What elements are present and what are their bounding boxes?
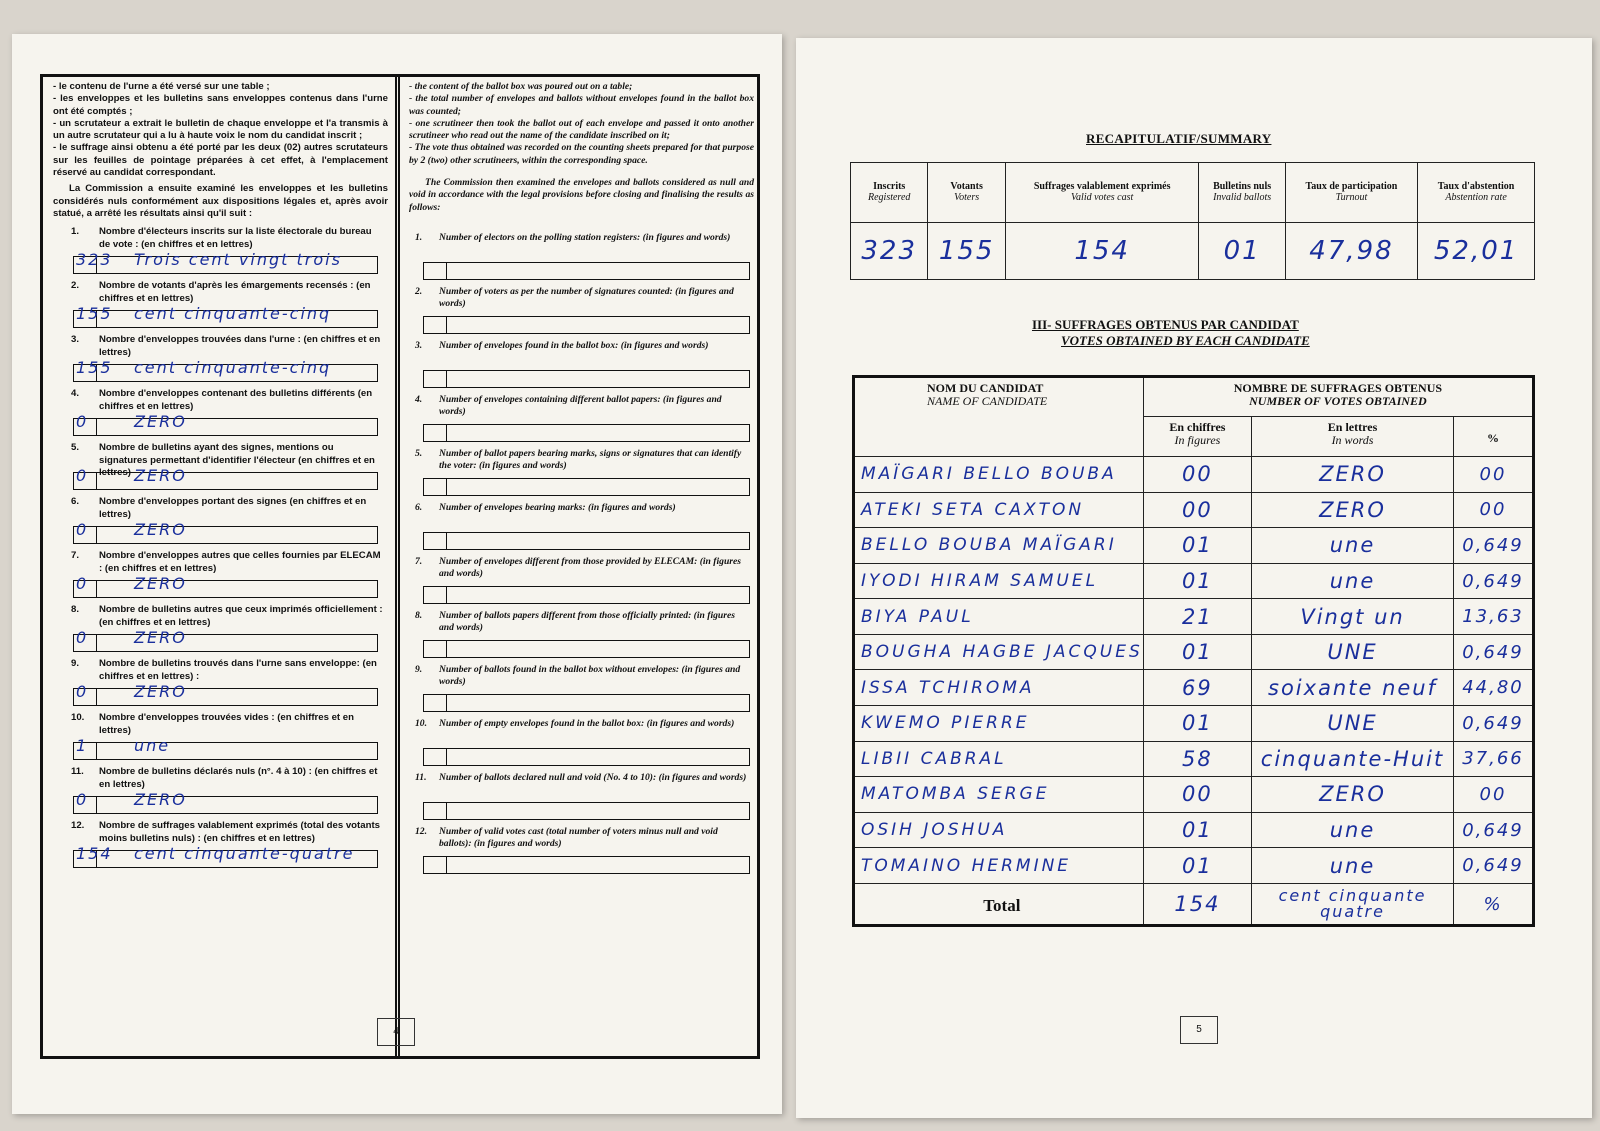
answer-box-divider <box>446 479 447 495</box>
candidate-words: ZERO <box>1252 777 1454 813</box>
candidate-words: ZERO <box>1252 492 1454 528</box>
candidate-name: ATEKI SETA CAXTON <box>854 492 1144 528</box>
english-item <box>409 448 754 502</box>
item-question: Number of empty envelopes found in the ballot box: (in figures and words) <box>439 717 735 729</box>
candidate-name: BIYA PAUL <box>854 599 1144 635</box>
figures-header <box>1143 417 1251 457</box>
summary-header-fr: Taux d'abstention <box>1437 181 1515 193</box>
answer-words: ZERO <box>134 466 187 486</box>
summary-turnout-value: 47,98 <box>1285 222 1417 279</box>
results-body <box>854 457 1534 884</box>
summary-abstention-value: 52,01 <box>1418 222 1535 279</box>
answer-words: cent cinquante-quatre <box>134 844 355 864</box>
french-column <box>53 81 388 874</box>
item-number: 4. <box>415 393 423 405</box>
answer-box-divider <box>446 371 447 387</box>
answer-box <box>73 682 378 706</box>
item-number: 9. <box>71 658 80 670</box>
summary-header-fr: Suffrages valablement exprimés <box>1033 181 1171 193</box>
answer-figures: 0 <box>76 412 89 432</box>
summary-registered-value: 323 <box>851 222 928 279</box>
item-question: Nombre d'enveloppes portant des signes (en chiffres et en lettres) <box>99 496 367 520</box>
item-number: 1. <box>71 226 80 238</box>
candidate-name: KWEMO PIERRE <box>854 706 1144 742</box>
answer-box <box>423 532 750 550</box>
words-header-fr: En lettres <box>1327 420 1378 434</box>
item-question: Number of envelopes found in the ballot box: (in figures and words) <box>439 339 709 351</box>
candidate-words: soixante neuf <box>1252 670 1454 706</box>
candidate-name-header-fr: NOM DU CANDIDAT <box>927 381 1044 395</box>
item-number: 10. <box>415 717 427 729</box>
answer-figures: 155 <box>76 358 113 378</box>
votes-header <box>1143 377 1533 417</box>
summary-header-en: Registered <box>868 192 911 204</box>
answer-box <box>423 478 750 496</box>
results-header-row <box>854 377 1534 417</box>
answer-box-divider <box>96 527 97 543</box>
candidate-name: MAÏGARI BELLO BOUBA <box>854 457 1144 493</box>
english-item <box>409 556 754 610</box>
candidate-name: BOUGHA HAGBE JACQUES <box>854 634 1144 670</box>
answer-box <box>73 520 378 544</box>
percent-header: % <box>1453 417 1533 457</box>
column-divider <box>395 77 400 1056</box>
french-intro-line: - les enveloppes et les bulletins sans enveloppes contenus dans l'urne ont été comptés ; <box>53 93 388 117</box>
french-item <box>53 820 388 874</box>
candidate-words: UNE <box>1252 634 1454 670</box>
summary-header-fr: Inscrits <box>873 181 906 193</box>
right-page <box>796 38 1592 1118</box>
french-item <box>53 334 388 388</box>
answer-box <box>423 748 750 766</box>
english-item <box>409 610 754 664</box>
english-intro <box>409 81 754 167</box>
summary-title: RECAPITULATIF/SUMMARY <box>1086 131 1272 146</box>
item-question: Nombre de bulletins trouvés dans l'urne sans enveloppe: (en chiffres et en lettres) : <box>99 658 377 682</box>
candidate-row <box>854 599 1534 635</box>
answer-box-divider <box>96 635 97 651</box>
candidate-percent: 00 <box>1453 492 1533 528</box>
item-number: 11. <box>71 766 84 778</box>
summary-header-en: Turnout <box>1335 192 1368 204</box>
candidate-figures: 01 <box>1143 563 1251 599</box>
candidate-row <box>854 563 1534 599</box>
item-number: 5. <box>71 442 80 454</box>
candidate-name-header-en: NAME OF CANDIDATE <box>927 394 1048 408</box>
english-intro-line: - The vote thus obtained was recorded on the counting sheets prepared for that purpose by 2 (two) other scrutineers, within the corresponding space. <box>409 142 754 166</box>
answer-box-divider <box>446 263 447 279</box>
answer-figures: 323 <box>76 250 113 270</box>
candidate-row <box>854 457 1534 493</box>
answer-box <box>423 802 750 820</box>
total-label-text: Total <box>983 895 1021 915</box>
item-number: 2. <box>415 285 423 297</box>
english-item <box>409 718 754 772</box>
candidate-percent: 0,649 <box>1453 812 1533 848</box>
english-commission-text: The Commission then examined the envelopes and ballots considered as null and void in accordance with the legal provisions before closing and finalising the results as follows: <box>409 177 754 213</box>
french-intro <box>53 81 388 179</box>
item-question: Nombre d'enveloppes contenant des bulletins différents (en chiffres et en lettres) <box>99 388 373 412</box>
item-question: Number of electors on the polling station registers: (in figures and words) <box>439 231 731 243</box>
french-item <box>53 766 388 820</box>
answer-words: ZERO <box>134 628 187 648</box>
item-question: Number of ballots declared null and void (No. 4 to 10): (in figures and words) <box>439 771 747 783</box>
english-items <box>409 232 754 880</box>
candidate-percent: 0,649 <box>1453 528 1533 564</box>
summary-header <box>851 163 928 223</box>
answer-box <box>73 358 378 382</box>
item-number: 6. <box>415 501 423 513</box>
english-item <box>409 772 754 826</box>
answer-box-divider <box>446 803 447 819</box>
answer-box-divider <box>446 857 447 873</box>
answer-words: Trois cent vingt trois <box>134 250 342 270</box>
summary-table <box>850 162 1535 280</box>
item-question: Number of ballot papers bearing marks, signs or signatures that can identify the voter: (in figures and words) <box>439 447 742 472</box>
candidate-row <box>854 706 1534 742</box>
answer-box <box>423 694 750 712</box>
candidate-percent: 0,649 <box>1453 563 1533 599</box>
page-number: 5 <box>1180 1016 1218 1044</box>
answer-words: cent cinquante-cinq <box>134 304 332 324</box>
answer-words: ZERO <box>134 790 187 810</box>
candidate-percent: 0,649 <box>1453 634 1533 670</box>
candidate-words: une <box>1252 563 1454 599</box>
answer-box-divider <box>96 419 97 435</box>
summary-voters-value: 155 <box>928 222 1005 279</box>
item-question: Number of envelopes different from those provided by ELECAM: (in figures and words) <box>439 555 742 580</box>
answer-box <box>73 466 378 490</box>
summary-header <box>1285 163 1417 223</box>
candidate-figures: 00 <box>1143 492 1251 528</box>
summary-header-en: Valid votes cast <box>1071 192 1134 204</box>
item-number: 8. <box>71 604 80 616</box>
answer-box <box>423 586 750 604</box>
answer-box <box>73 250 378 274</box>
english-intro-line: - one scrutineer then took the ballot out of each envelope and passed it onto another scrutineer who read out the name of the candidate inscribed on it; <box>409 117 754 142</box>
candidate-row <box>854 528 1534 564</box>
item-question: Nombre d'enveloppes trouvées dans l'urne : (en chiffres et en lettres) <box>99 334 381 358</box>
french-item <box>53 388 388 442</box>
answer-box <box>423 370 750 388</box>
total-figures: 154 <box>1143 884 1251 926</box>
item-number: 1. <box>415 231 423 243</box>
candidate-name: MATOMBA SERGE <box>854 777 1144 813</box>
item-question: Number of ballots papers different from those officially printed: (in figures and words) <box>439 609 735 634</box>
words-header-en: In words <box>1331 433 1374 447</box>
english-intro-line: - the total number of envelopes and ballots without envelopes found in the ballot box was counted; <box>409 93 754 117</box>
french-item <box>53 658 388 712</box>
item-number: 12. <box>71 820 85 832</box>
item-question: Nombre de votants d'après les émargements recensés : (en chiffres et en lettres) <box>99 280 371 304</box>
candidate-figures: 00 <box>1143 457 1251 493</box>
total-row <box>854 884 1534 926</box>
figures-header-fr: En chiffres <box>1169 420 1226 434</box>
answer-box-divider <box>96 473 97 489</box>
french-items <box>53 226 388 874</box>
answer-box-divider <box>446 695 447 711</box>
answer-words: ZERO <box>134 520 187 540</box>
candidate-figures: 21 <box>1143 599 1251 635</box>
answer-box <box>73 736 378 760</box>
summary-header-row <box>851 163 1535 223</box>
answer-box-divider <box>446 533 447 549</box>
item-number: 9. <box>415 663 423 675</box>
candidate-figures: 01 <box>1143 706 1251 742</box>
answer-figures: 155 <box>76 304 113 324</box>
candidate-row <box>854 634 1534 670</box>
answer-figures: 1 <box>76 736 89 756</box>
answer-box-divider <box>96 743 97 759</box>
french-item <box>53 442 388 496</box>
candidate-figures: 69 <box>1143 670 1251 706</box>
candidate-figures: 01 <box>1143 812 1251 848</box>
summary-header-en: Abstention rate <box>1445 192 1507 204</box>
candidate-results-table <box>852 375 1535 927</box>
answer-box <box>423 856 750 874</box>
candidate-name: TOMAINO HERMINE <box>854 848 1144 884</box>
total-percent: % <box>1453 884 1533 926</box>
answer-box-divider <box>446 749 447 765</box>
answer-box <box>423 316 750 334</box>
candidate-name: IYODI HIRAM SAMUEL <box>854 563 1144 599</box>
item-number: 2. <box>71 280 80 292</box>
candidate-name-header <box>854 377 1144 457</box>
english-item <box>409 286 754 340</box>
english-item <box>409 340 754 394</box>
item-question: Number of envelopes containing different ballot papers: (in figures and words) <box>439 393 722 418</box>
french-intro-line: - un scrutateur a extrait le bulletin de chaque enveloppe et l'a transmis à un autre scrutateur qui a lu à haute voix le nom du candidat inscrit ; <box>53 117 388 142</box>
item-number: 6. <box>71 496 80 508</box>
french-intro-line: - le suffrage ainsi obtenu a été porté par les deux (02) autres scrutateurs sur les feuilles de pointage préparées à cet effet, à l'emplacement réservé au candidat correspondant. <box>53 142 388 179</box>
summary-header <box>928 163 1005 223</box>
candidate-percent: 37,66 <box>1453 741 1533 777</box>
summary-header-en: Invalid ballots <box>1213 192 1272 204</box>
answer-words: une <box>134 736 171 756</box>
french-item <box>53 226 388 280</box>
answer-words: cent cinquante-cinq <box>134 358 332 378</box>
answer-box <box>423 424 750 442</box>
candidate-words: ZERO <box>1252 457 1454 493</box>
item-number: 7. <box>71 550 80 562</box>
item-question: Nombre de bulletins ayant des signes, mentions ou signatures permettant d'identifier l'électeur (en chiffres et en lettres) <box>99 442 375 478</box>
answer-box-divider <box>96 797 97 813</box>
candidate-name: OSIH JOSHUA <box>854 812 1144 848</box>
candidate-figures: 58 <box>1143 741 1251 777</box>
summary-header-fr: Taux de participation <box>1305 181 1398 193</box>
item-question: Nombre d'électeurs inscrits sur la liste électorale du bureau de vote : (en chiffres et en lettres) <box>99 226 372 250</box>
answer-box <box>73 304 378 328</box>
section-title-en: VOTES OBTAINED BY EACH CANDIDATE <box>1061 333 1310 348</box>
words-header <box>1252 417 1454 457</box>
summary-header-fr: Votants <box>950 181 983 193</box>
answer-words: ZERO <box>134 682 187 702</box>
candidate-percent: 13,63 <box>1453 599 1533 635</box>
candidate-percent: 00 <box>1453 457 1533 493</box>
answer-figures: 0 <box>76 790 89 810</box>
answer-box <box>73 844 378 868</box>
total-words: cent cinquante quatre <box>1252 884 1454 926</box>
answer-words: ZERO <box>134 412 187 432</box>
summary-header <box>1005 163 1199 223</box>
french-commission-text: La Commission a ensuite examiné les enveloppes et les bulletins considérés nuls conformément aux dispositions légales et, après avoir statué, a arrêté les résultats ainsi qu'il suit : <box>53 183 388 219</box>
candidate-row <box>854 741 1534 777</box>
item-question: Nombre d'enveloppes trouvées vides : (en chiffres et en lettres) <box>99 712 354 736</box>
french-intro-line: - le contenu de l'urne a été versé sur une table ; <box>53 81 270 92</box>
answer-figures: 0 <box>76 574 89 594</box>
candidate-percent: 00 <box>1453 777 1533 813</box>
left-form-frame <box>40 74 760 1059</box>
french-item <box>53 280 388 334</box>
candidate-figures: 00 <box>1143 777 1251 813</box>
candidate-words: une <box>1252 528 1454 564</box>
english-item <box>409 664 754 718</box>
item-question: Number of voters as per the number of signatures counted: (in figures and words) <box>439 285 734 310</box>
candidate-name: BELLO BOUBA MAÏGARI <box>854 528 1144 564</box>
item-question: Nombre d'enveloppes autres que celles fournies par ELECAM : (en chiffres et en lettres) <box>99 550 381 574</box>
summary-value-row <box>851 222 1535 279</box>
item-number: 3. <box>71 334 80 346</box>
english-intro-line: - the content of the ballot box was poured out on a table; <box>409 81 633 92</box>
answer-box-divider <box>446 641 447 657</box>
answer-words: ZERO <box>134 574 187 594</box>
item-number: 8. <box>415 609 423 621</box>
answer-box <box>73 628 378 652</box>
answer-box <box>73 574 378 598</box>
item-number: 4. <box>71 388 80 400</box>
answer-box-divider <box>446 317 447 333</box>
english-item <box>409 394 754 448</box>
french-item <box>53 604 388 658</box>
answer-box-divider <box>96 581 97 597</box>
candidate-figures: 01 <box>1143 528 1251 564</box>
answer-box <box>73 412 378 436</box>
item-number: 5. <box>415 447 423 459</box>
candidate-words: cinquante-Huit <box>1252 741 1454 777</box>
summary-header <box>1418 163 1535 223</box>
item-question: Number of valid votes cast (total number of voters minus null and void ballots): (in figures and words) <box>439 825 718 850</box>
candidate-words: une <box>1252 812 1454 848</box>
item-question: Nombre de bulletins déclarés nuls (n°. 4 à 10) : (en chiffres et en lettres) <box>99 766 378 790</box>
french-item <box>53 550 388 604</box>
item-question: Nombre de suffrages valablement exprimés (total des votants moins bulletins nuls) : (en chiffres et en lettres) <box>99 820 380 844</box>
votes-header-fr: NOMBRE DE SUFFRAGES OBTENUS <box>1233 381 1443 395</box>
answer-box <box>423 262 750 280</box>
answer-figures: 0 <box>76 520 89 540</box>
section-title-fr: III- SUFFRAGES OBTENUS PAR CANDIDAT <box>1031 317 1299 332</box>
answer-box-divider <box>446 587 447 603</box>
french-item <box>53 496 388 550</box>
candidate-percent: 0,649 <box>1453 848 1533 884</box>
answer-figures: 0 <box>76 466 89 486</box>
candidate-name: LIBII CABRAL <box>854 741 1144 777</box>
votes-header-en: NUMBER OF VOTES OBTAINED <box>1249 394 1427 408</box>
item-number: 3. <box>415 339 423 351</box>
left-page <box>12 34 782 1114</box>
summary-valid-votes-value: 154 <box>1005 222 1199 279</box>
english-column <box>409 81 754 880</box>
candidate-row <box>854 492 1534 528</box>
item-number: 11. <box>415 771 427 783</box>
french-item <box>53 712 388 766</box>
answer-figures: 154 <box>76 844 113 864</box>
summary-header-en: Voters <box>954 192 980 204</box>
figures-header-en: In figures <box>1174 433 1221 447</box>
candidate-words: Vingt un <box>1252 599 1454 635</box>
answer-box <box>73 790 378 814</box>
page-number: 4 <box>377 1018 415 1046</box>
item-number: 12. <box>415 825 427 837</box>
candidate-row <box>854 670 1534 706</box>
summary-header-fr: Bulletins nuls <box>1213 181 1272 193</box>
summary-invalid-ballots-value: 01 <box>1199 222 1285 279</box>
candidate-name: ISSA TCHIROMA <box>854 670 1144 706</box>
candidate-row <box>854 812 1534 848</box>
answer-box-divider <box>446 425 447 441</box>
english-item <box>409 826 754 880</box>
summary-header <box>1199 163 1285 223</box>
section-title <box>1021 317 1310 349</box>
candidate-row <box>854 848 1534 884</box>
item-question: Number of ballots found in the ballot box without envelopes: (in figures and words) <box>439 663 741 688</box>
candidate-row <box>854 777 1534 813</box>
item-number: 7. <box>415 555 423 567</box>
english-item <box>409 502 754 556</box>
candidate-words: une <box>1252 848 1454 884</box>
answer-figures: 0 <box>76 682 89 702</box>
candidate-words: UNE <box>1252 706 1454 742</box>
item-question: Nombre de bulletins autres que ceux imprimés officiellement : (en chiffres et en lettres) <box>99 604 383 628</box>
answer-box <box>423 640 750 658</box>
candidate-percent: 0,649 <box>1453 706 1533 742</box>
english-item <box>409 232 754 286</box>
candidate-figures: 01 <box>1143 634 1251 670</box>
answer-figures: 0 <box>76 628 89 648</box>
candidate-figures: 01 <box>1143 848 1251 884</box>
candidate-percent: 44,80 <box>1453 670 1533 706</box>
item-question: Number of envelopes bearing marks: (in figures and words) <box>439 501 676 513</box>
answer-box-divider <box>96 689 97 705</box>
item-number: 10. <box>71 712 85 724</box>
total-label <box>854 884 1144 926</box>
